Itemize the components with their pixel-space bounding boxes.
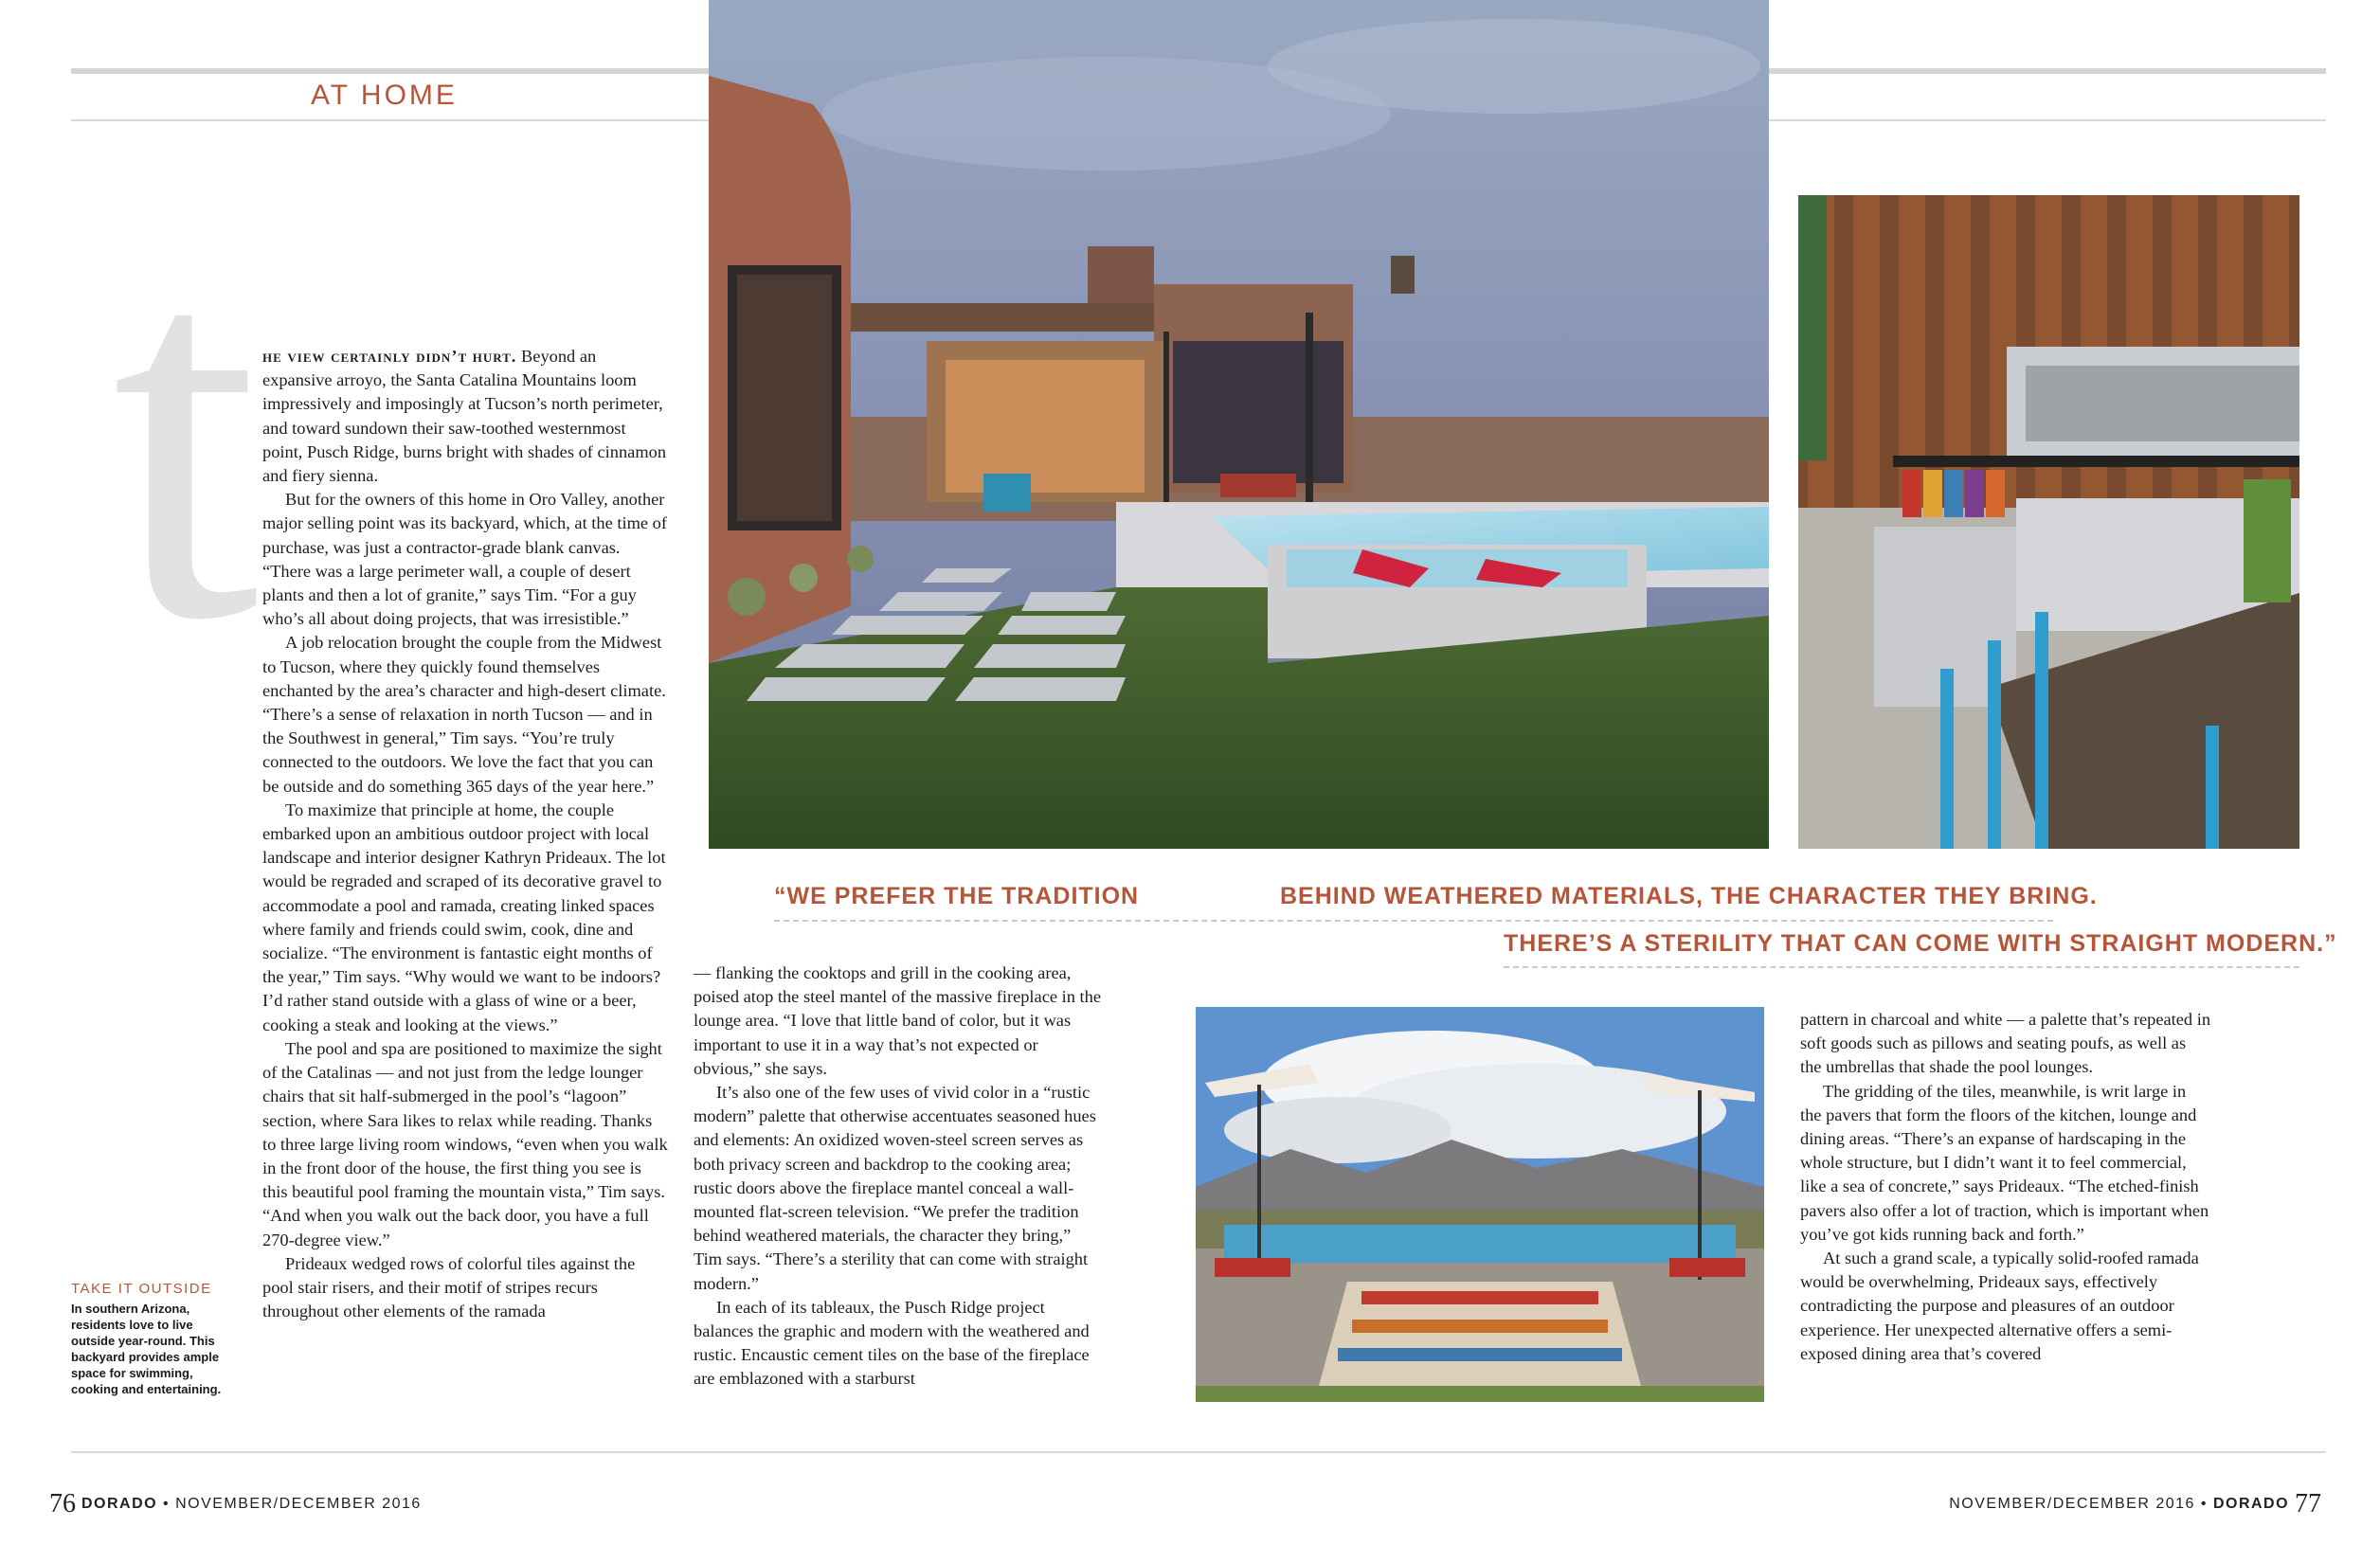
article-paragraph: In each of its tableaux, the Pusch Ridge project balances the graphic and modern with the weathered and rustic. Encaustic cement tiles on the base of the fireplace are emblazoned with a starburst (694, 1297, 1090, 1389)
outdoor-kitchen-photo (1798, 195, 2299, 849)
issue-date-right: NOVEMBER/DECEMBER 2016 (1949, 1496, 2195, 1512)
article-paragraph: Prideaux wedged rows of colorful tiles against the pool stair risers, and their motif of stripes recurs throughout other elements of the ramada (262, 1253, 636, 1321)
article-paragraph (262, 345, 668, 488)
pullquote-divider (774, 920, 2053, 922)
article-column-3 (1800, 1008, 2211, 1366)
caption-text: In southern Arizona, residents love to live outside year-round. This backyard provides ample space for swimming, cooking and entertaining. (71, 1302, 222, 1396)
pullquote-line1-left: “WE PREFER THE TRADITION (774, 883, 1140, 909)
footer-separator: • (2200, 1496, 2208, 1512)
footer-left (49, 1489, 422, 1519)
footer-right (1949, 1489, 2321, 1519)
article-paragraph: But for the owners of this home in Oro Valley, another major selling point was its backyard, which, at the time of purchase, was just a contractor-grade blank canvas. “There was a large perimeter wall, a couple of desert plants and then a lot of granite,” says Tim. “For a guy who’s all about doing projects, that was irresistible.” (262, 490, 667, 629)
article-paragraph: To maximize that principle at home, the couple embarked upon an ambitious outdoor project with local landscape and interior designer Kathryn Prideaux. The lot would be regraded and scraped of its decorative gravel to accommodate a pool and ramada, creating linked spaces where family and friends could swim, cook, dine and socialize. “The environment is fantastic eight months of the year,” Tim says. “Why would we want to be indoors? I’d rather stand outside with a glass of wine or a beer, cooking a steak and looking at the views.” (262, 799, 666, 1034)
article-column-1 (262, 345, 668, 1323)
article-paragraph: — flanking the cooktops and grill in the cooking area, poised atop the steel mantel of the massive fireplace in the lounge area. “I love that little band of color, but it was important to use it in a way that’s not expected or obvious,” she says. (694, 963, 1101, 1078)
article-paragraph: pattern in charcoal and white — a palette that’s repeated in soft goods such as pillows and seating poufs, as well as the umbrellas that shade the pool lounges. (1800, 1010, 2211, 1077)
pullquote-divider-2 (1504, 966, 2299, 968)
article-paragraph-rest: Beyond an expansive arroyo, the Santa Catalina Mountains loom impressively and imposingly at Tucson’s north perimeter, and toward sundown their saw-toothed westernmost point, Pusch Ridge, burns bright with shades of cinnamon and fiery sienna. (262, 347, 667, 486)
issue-date-left: NOVEMBER/DECEMBER 2016 (175, 1496, 422, 1512)
article-paragraph: At such a grand scale, a typically solid-roofed ramada would be overwhelming, Prideaux says, effectively contradicting the purpose and pleasures of an outdoor experience. Her unexpected alternative offers a semi-exposed dining area that’s covered (1800, 1249, 2199, 1363)
page-number-left: 76 (49, 1489, 76, 1518)
page-number-right: 77 (2295, 1489, 2321, 1518)
caption-title: TAKE IT OUTSIDE (71, 1281, 212, 1297)
footer-separator: • (163, 1496, 171, 1512)
pullquote-line2: THERE’S A STERILITY THAT CAN COME WITH STRAIGHT MODERN.” (1504, 930, 2337, 957)
article-paragraph: It’s also one of the few uses of vivid color in a “rustic modern” palette that otherwise accentuates seasoned hues and elements: An oxidized woven-steel screen serves as both privacy screen and backdrop to the cooking area; rustic doors above the fireplace mantel conceal a wall-mounted flat-screen television. “We prefer the tradition behind weathered materials, the character they bring,” Tim says. “There’s a sterility that can come with straight modern.” (694, 1083, 1096, 1293)
backyard-pool-ramada-photo (709, 0, 1769, 849)
article-paragraph: A job relocation brought the couple from the Midwest to Tucson, where they quickly found themselves enchanted by the area’s character and high-desert climate. “There’s a sense of relaxation in north Tucson — and in the Southwest in general,” Tim says. “You’re truly connected to the outdoors. We love the fact that you can be outside and do something 365 days of the year here.” (262, 633, 666, 796)
footer-rule (71, 1451, 2326, 1453)
article-column-2 (694, 961, 1103, 1392)
magazine-name-left: DORADO (81, 1496, 158, 1512)
article-lead-in: he view certainly didn’t hurt. (262, 347, 517, 366)
section-label: AT HOME (311, 80, 458, 111)
pullquote-line1-right: BEHIND WEATHERED MATERIALS, THE CHARACTER THEY BRING. (1280, 883, 2098, 909)
article-paragraph: The gridding of the tiles, meanwhile, is writ large in the pavers that form the floors of the kitchen, lounge and dining areas. “There’s an expanse of hardscaping in the whole structure, but I didn’t want it to feel commercial, like a sea of concrete,” says Prideaux. “The etched-finish pavers also offer a lot of traction, which is important when you’ve got kids running back and forth.” (1800, 1081, 2209, 1244)
pool-steps-mountain-photo (1196, 1007, 1764, 1402)
article-paragraph: The pool and spa are positioned to maximize the sight of the Catalinas — and not just from the ledge lounger chairs that sit half-submerged in the pool’s “lagoon” section, where Sara likes to relax while reading. Thanks to three large living room windows, “even when you walk in the front door of the house, the first thing you see is this beautiful pool framing the mountain vista,” Tim says. “And when you walk out the back door, you have a full 270-degree view.” (262, 1038, 668, 1249)
magazine-name-right: DORADO (2212, 1496, 2290, 1512)
drop-cap: t (112, 142, 260, 729)
